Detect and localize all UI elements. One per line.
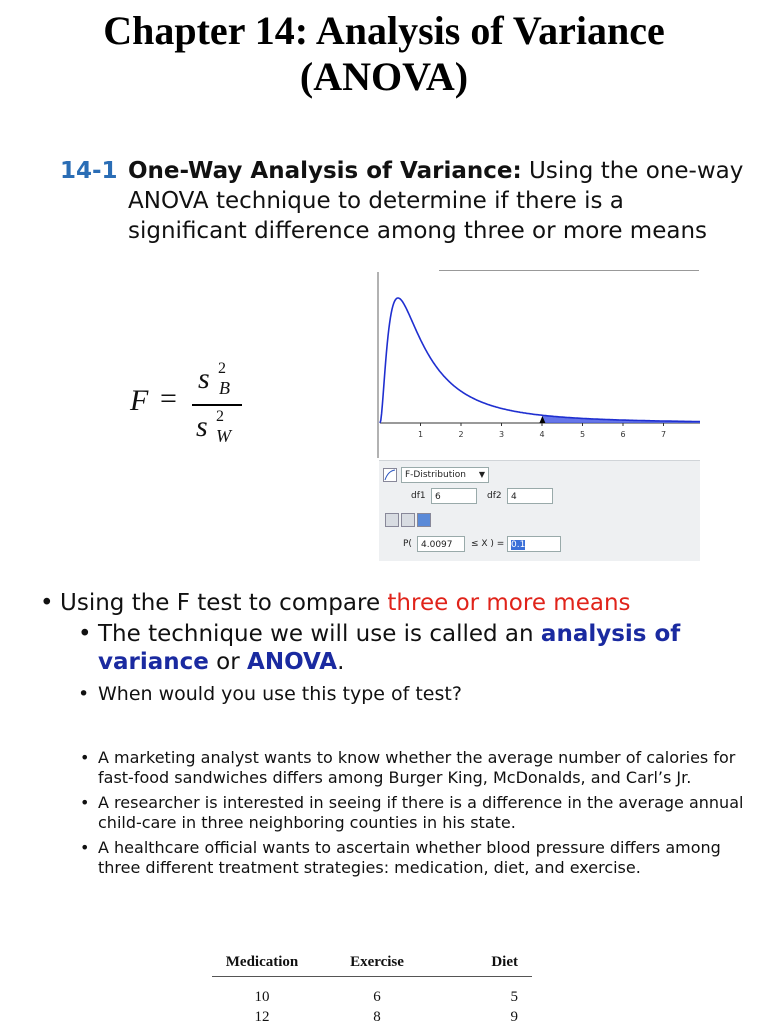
table-header-row bbox=[212, 954, 532, 977]
x-tick-label: 7 bbox=[660, 430, 667, 439]
section-text-2: ANOVA technique to determine if there is a bbox=[128, 188, 624, 214]
x-tick-label: 6 bbox=[620, 430, 626, 439]
anova-period: . bbox=[337, 649, 345, 675]
x-tick-label: 1 bbox=[417, 430, 424, 439]
x-tick-label: 5 bbox=[579, 430, 586, 439]
distribution-select[interactable] bbox=[401, 467, 489, 483]
bullet-f-test bbox=[40, 588, 740, 618]
probability-result[interactable] bbox=[507, 536, 561, 552]
table-cell: 9 bbox=[510, 1009, 518, 1025]
bullet-dot: • bbox=[78, 621, 92, 647]
right-tail-icon[interactable] bbox=[417, 513, 431, 527]
data-table bbox=[212, 954, 532, 1029]
chevron-down-icon: ▼ bbox=[478, 470, 485, 479]
title-line-1: Chapter 14: Analysis of Variance bbox=[103, 8, 665, 53]
list-item bbox=[80, 838, 750, 878]
formula-denominator-s: s bbox=[196, 410, 208, 443]
formula-equals: = bbox=[160, 382, 177, 415]
df1-input[interactable]: 6 bbox=[431, 488, 477, 504]
bullet-when-question bbox=[40, 682, 740, 706]
formula-numerator-sub: B bbox=[219, 378, 230, 398]
table-row bbox=[212, 989, 532, 1009]
formula-denominator-sup: 2 bbox=[216, 408, 224, 425]
section-number: 14-1 bbox=[60, 158, 118, 184]
applet-controls bbox=[379, 460, 700, 561]
example-1-text: A marketing analyst wants to know whether the average number of calories for fast-food sandwiches differs among Burger King, McDonalds, and Carl’s Jr. bbox=[98, 748, 736, 787]
x-tick-label: 2 bbox=[458, 430, 464, 439]
f-distribution-plot bbox=[375, 268, 700, 458]
df2-input[interactable]: 4 bbox=[507, 488, 553, 504]
bullet-anova-text: The technique we will use is called an bbox=[98, 621, 541, 647]
df2-label: df2 bbox=[487, 491, 502, 501]
anova-term-3: ANOVA bbox=[247, 649, 338, 675]
section-14-1 bbox=[60, 156, 750, 246]
probability-relation: ≤ X ) = bbox=[471, 539, 505, 549]
bullet-f-test-highlight: three or more means bbox=[387, 590, 631, 616]
table-cell: 5 bbox=[510, 989, 518, 1005]
table-cell: 12 bbox=[254, 1009, 270, 1025]
f-distribution-applet bbox=[375, 268, 700, 560]
anova-or: or bbox=[208, 649, 248, 675]
table-header-diet: Diet bbox=[491, 954, 518, 970]
probability-result-value: 0.1 bbox=[511, 540, 526, 550]
df1-label: df1 bbox=[411, 491, 426, 501]
bullet-when-text: When would you use this type of test? bbox=[98, 683, 462, 705]
formula-lhs: F bbox=[130, 384, 149, 417]
table-cell: 10 bbox=[254, 989, 270, 1005]
probability-label: P( bbox=[403, 539, 412, 549]
title-line-2: (ANOVA) bbox=[299, 54, 469, 99]
bullet-f-test-text: Using the F test to compare bbox=[60, 590, 388, 616]
section-text-1: Using the one-way bbox=[521, 158, 744, 184]
list-item bbox=[80, 793, 750, 833]
bullet-anova-technique bbox=[40, 620, 740, 676]
x-tick-label: 3 bbox=[498, 430, 505, 439]
formula-numerator-s: s bbox=[198, 362, 210, 395]
table-header-exercise: Exercise bbox=[350, 954, 404, 970]
anova-term-2: variance bbox=[98, 649, 209, 675]
table-row bbox=[212, 1009, 532, 1029]
bullet-dot: • bbox=[80, 748, 90, 767]
table-cell: 8 bbox=[373, 1009, 381, 1025]
x-axis-ticks bbox=[418, 423, 666, 439]
bullet-dot: • bbox=[80, 838, 90, 857]
bullet-dot: • bbox=[80, 793, 90, 812]
interval-icon[interactable] bbox=[401, 513, 415, 527]
distribution-select-value: F-Distribution bbox=[405, 470, 466, 480]
bullet-dot: • bbox=[40, 590, 54, 616]
examples-list bbox=[80, 748, 750, 883]
example-2-text: A researcher is interested in seeing if there is a difference in the average annual child-care in three neighboring counties in his state. bbox=[98, 793, 744, 832]
table-cell: 6 bbox=[373, 989, 381, 1005]
formula-fraction-bar bbox=[192, 404, 242, 406]
section-text-3: significant difference among three or more means bbox=[128, 218, 707, 244]
bullet-dot: • bbox=[78, 683, 90, 705]
distribution-icon bbox=[383, 468, 397, 482]
density-curve bbox=[380, 298, 700, 423]
page-title bbox=[0, 8, 768, 100]
list-item bbox=[80, 748, 750, 788]
anova-term-1: analysis of bbox=[540, 621, 681, 647]
left-tail-icon[interactable] bbox=[385, 513, 399, 527]
main-bullets bbox=[40, 588, 740, 706]
example-3-text: A healthcare official wants to ascertain whether blood pressure differs among three different treatment strategies: medication, diet, and exercise. bbox=[98, 838, 721, 877]
probability-x-input[interactable]: 4.0097 bbox=[417, 536, 465, 552]
table-header-medication: Medication bbox=[225, 954, 299, 970]
formula-denominator-sub: W bbox=[216, 426, 231, 446]
formula-numerator-sup: 2 bbox=[218, 360, 226, 377]
section-heading: One-Way Analysis of Variance: bbox=[128, 158, 522, 184]
x-tick-label: 4 bbox=[539, 430, 545, 439]
f-statistic-formula bbox=[130, 360, 270, 450]
